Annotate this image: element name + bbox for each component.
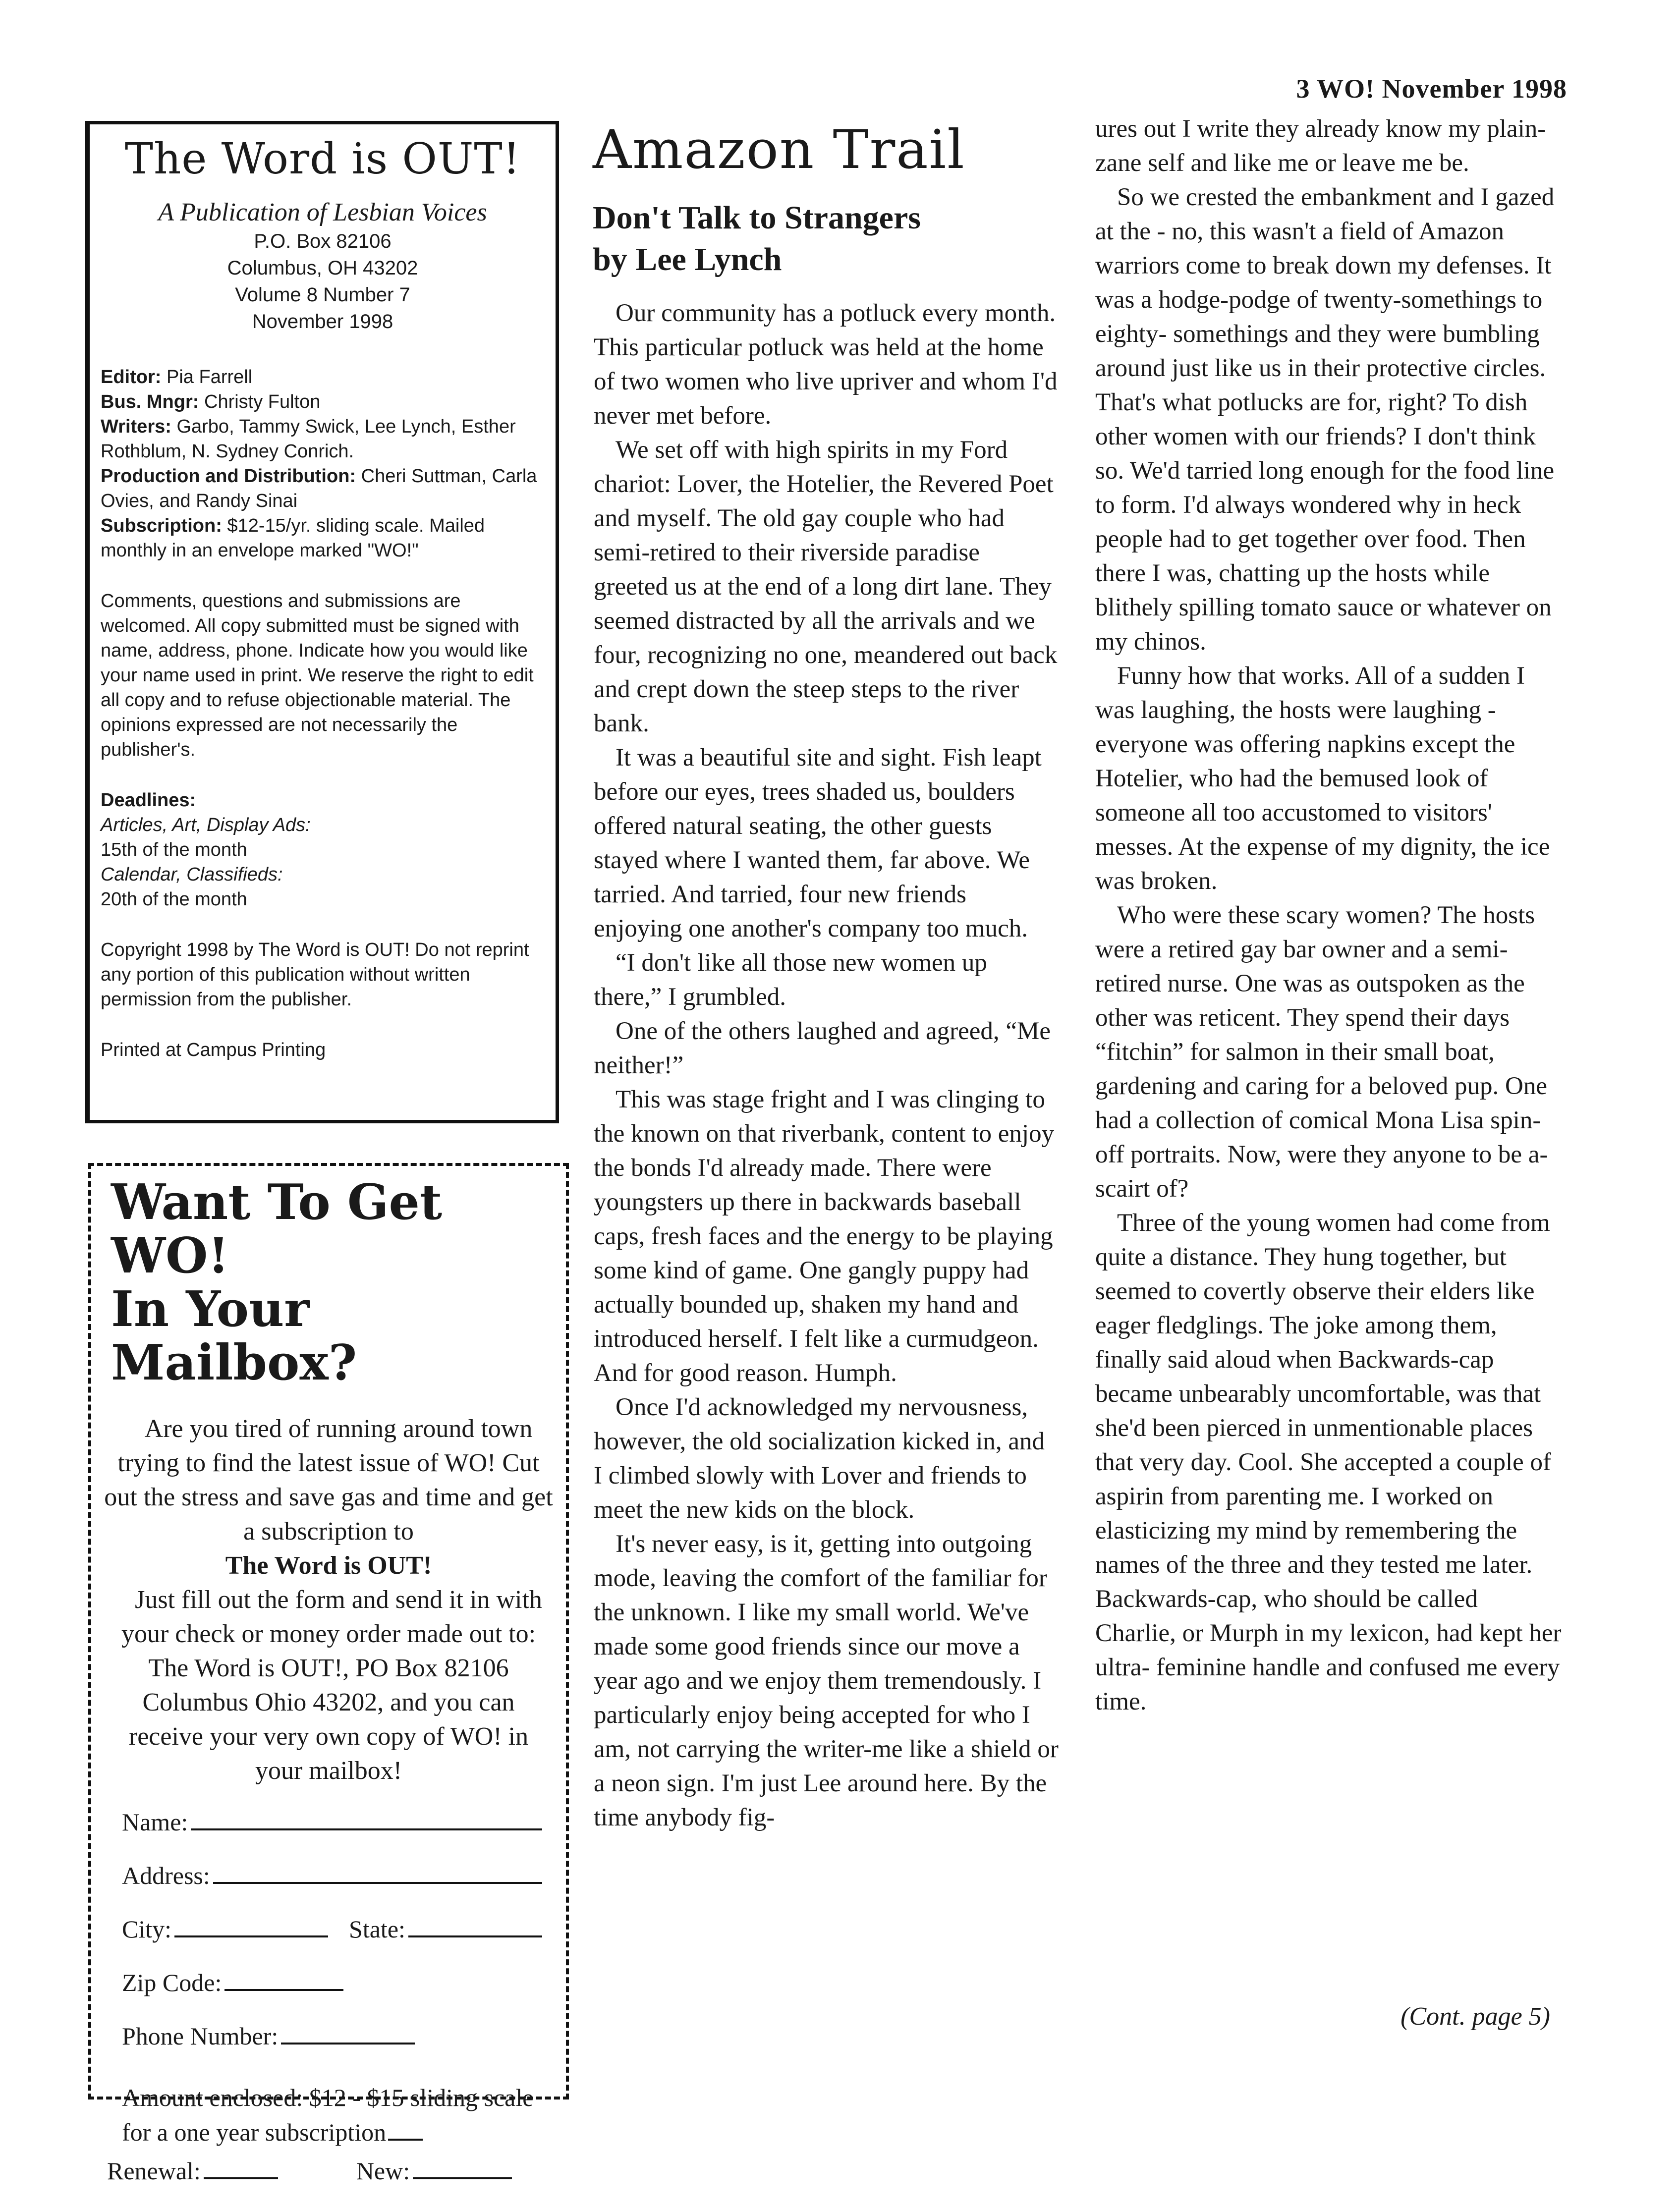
- staff-entry: Production and Distribution: Cheri Suttman, Carla Ovies, and Randy Sinai: [101, 466, 537, 511]
- article-paragraph: Funny how that works. All of a sudden I was laughing, the hosts were laughing - everyone was offering napkins except the Hotelier, who had the bemused look of someone all too accustomed to visitors' messes. At the expense of my dignity, the ice was broken.: [1095, 662, 1550, 895]
- new-field[interactable]: [413, 2177, 512, 2179]
- article-paragraph: Who were these scary women? The hosts were a retired gay bar owner and a semi-retired nurse. One was as outspoken as the other was reticent. They spend their days “fitchin” for salmon in their small boat, gardening and caring for a beloved pup. One had a collection of comical Mona Lisa spin-off portraits. Now, were they anyone to be a-scairt of?: [1095, 901, 1548, 1203]
- article-paragraph: Three of the young women had come from quite a distance. They hung together, but seemed to covertly observe their elders like eager fledglings. The joke among them, finally said aloud when Backwards-cap became unbearably uncomfortable, was that she'd been pierced in unmentionable places that very day. Cool. She accepted a couple of aspirin from parenting me. I worked on elasticizing my mind by remembering the names of the three and they tested me later. Backwards-cap, who should be called Charlie, or Murph in my lexicon, had kept her ultra- feminine handle and confused me every time.: [1095, 1209, 1562, 1715]
- subscription-coupon: [88, 1163, 569, 2185]
- coupon-body: [91, 1412, 566, 1788]
- new-label: New:: [356, 2157, 410, 2185]
- coupon-paragraph: Just fill out the form and send it in with your check or money order made out to: The Word is OUT!, PO Box 82106 Columbus Ohio 43202, and you can receive your very own copy of WO! in your mailbox!: [121, 1586, 542, 1785]
- article-byline: by Lee Lynch: [593, 241, 782, 277]
- renewal-row: [107, 2156, 546, 2210]
- article-paragraph: So we crested the embankment and I gazed at the - no, this wasn't a field of Amazon warriors come to break down my defenses. It was a hodge-podge of twenty-somethings to eighty- somethings and they were bumbling around just like us in their protective circles. That's what potlucks are for, right? To dish other women with our friends? I don't think so. We'd tarried long enough for the food line to form. I'd always wondered why in heck people had to get together over food. Then there I was, chatting up the hosts while blithely spilling tomato sauce or whatever on my chinos.: [1095, 183, 1555, 656]
- article-column-1: [594, 296, 1059, 1835]
- article-subtitle: [593, 197, 921, 280]
- amount-label: Amount enclosed: $12 - $15 sliding scale for a one year subscription: [122, 2084, 534, 2146]
- city-state-row: [122, 1915, 546, 1968]
- amount-field[interactable]: [388, 2139, 423, 2141]
- state-label: State:: [349, 1915, 405, 1943]
- deadline-value: 15th of the month: [101, 839, 247, 860]
- deadlines: [90, 788, 556, 912]
- phone-label: Phone Number:: [122, 2022, 279, 2050]
- continued-note: (Cont. page 5): [1400, 2002, 1550, 2031]
- masthead-address: [90, 228, 556, 335]
- address-line: Volume 8 Number 7: [235, 284, 410, 306]
- city-field[interactable]: [174, 1935, 328, 1937]
- comments-policy: Comments, questions and submissions are welcomed. All copy submitted must be signed with name, address, phone. Indicate how you would like your name used in print. We reserve the right to edit all copy and to refuse objectionable material. The opinions expressed are not necessarily the publisher's.: [101, 591, 534, 760]
- address-line: P.O. Box 82106: [254, 230, 392, 252]
- deadline-label: Calendar, Classifieds:: [101, 864, 283, 885]
- article-paragraph: It's never easy, is it, getting into outgoing mode, leaving the comfort of the familiar for the unknown. I like my small world. We've made some good friends since our move a year ago and we enjoy them tremendously. I particularly enjoy being accepted for who I am, not carrying the writer-me like a shield or a neon sign. I'm just Lee around here. By the time anybody fig-: [594, 1530, 1059, 1831]
- coupon-publication-name: The Word is OUT!: [225, 1551, 432, 1580]
- masthead-subtitle: A Publication of Lesbian Voices: [158, 198, 487, 226]
- page-header: 3 WO! November 1998: [1296, 74, 1567, 104]
- city-label: City:: [122, 1915, 172, 1943]
- address-row: [122, 1861, 546, 1915]
- masthead-box: [85, 121, 559, 1123]
- zip-field[interactable]: [224, 1989, 343, 1991]
- phone-field[interactable]: [281, 2043, 415, 2044]
- copyright-notice: Copyright 1998 by The Word is OUT! Do not reprint any portion of this publication without written permission from the publisher.: [101, 939, 529, 1010]
- article-paragraph: This was stage fright and I was clinging to the known on that riverbank, content to enjoy the bonds I'd already made. There were youngsters up there in backwards baseball caps, fresh faces and the energy to be playing some kind of game. One gangly puppy had actually bounded up, shaken my hand and introduced herself. I felt like a curmudgeon. And for good reason. Humph.: [594, 1086, 1055, 1387]
- article-column-2: [1095, 112, 1564, 1719]
- coupon-paragraph: Are you tired of running around town trying to find the latest issue of WO! Cut out the stress and save gas and time and get a subscription to: [104, 1415, 553, 1546]
- address-line: Columbus, OH 43202: [227, 257, 418, 279]
- staff-entry: Subscription: $12-15/yr. sliding scale. Mailed monthly in an envelope marked "WO!": [101, 515, 485, 561]
- subscription-form: [91, 1808, 566, 2210]
- zip-row: [122, 1968, 546, 2022]
- address-label: Address:: [122, 1862, 210, 1889]
- phone-row: [122, 2022, 546, 2075]
- address-field[interactable]: [213, 1882, 542, 1884]
- address-line: November 1998: [252, 311, 393, 332]
- article-paragraph-continued: ures out I write they already know my plain-zane self and like me or leave me be.: [1095, 115, 1546, 177]
- staff-entry: Writers: Garbo, Tammy Swick, Lee Lynch, Esther Rothblum, N. Sydney Conrich.: [101, 416, 516, 462]
- article-headline: Don't Talk to Strangers: [593, 200, 921, 236]
- article-title: Amazon Trail: [593, 119, 965, 181]
- staff-list: [90, 365, 556, 563]
- article-paragraph: We set off with high spirits in my Ford chariot: Lover, the Hotelier, the Revered Poet and myself. The old gay couple who had semi-retired to their riverside paradise greeted us at the end of a long dirt lane. They seemed distracted by all the arrivals and we four, recognizing no one, meandered out back and crept down the steep steps to the river bank.: [594, 436, 1058, 737]
- amount-row: [122, 2080, 546, 2150]
- state-field[interactable]: [408, 1935, 542, 1937]
- deadline-label: Articles, Art, Display Ads:: [101, 815, 311, 835]
- name-row: [122, 1808, 546, 1861]
- masthead-title: The Word is OUT!: [124, 134, 521, 184]
- deadline-value: 20th of the month: [101, 889, 247, 910]
- staff-entry: Editor: Pia Farrell: [101, 367, 253, 387]
- article-paragraph: One of the others laughed and agreed, “Me neither!”: [594, 1017, 1051, 1079]
- staff-entry: Bus. Mngr: Christy Fulton: [101, 391, 321, 412]
- article-paragraph: Our community has a potluck every month. This particular potluck was held at the home of two women who live upriver and whom I'd never met before.: [594, 299, 1058, 430]
- article-paragraph: Once I'd acknowledged my nervousness, however, the old socialization kicked in, and I climbed slowly with Lover and friends to meet the new kids on the block.: [594, 1393, 1045, 1524]
- article-paragraph: “I don't like all those new women up there,” I grumbled.: [594, 949, 987, 1011]
- name-field[interactable]: [191, 1828, 542, 1830]
- article-paragraph: It was a beautiful site and sight. Fish leapt before our eyes, trees shaded us, boulders offered natural seating, the other guests stayed where I wanted them, far above. We tarried. And tarried, four new friends enjoying one another's company too much.: [594, 744, 1042, 942]
- deadlines-label: Deadlines:: [101, 790, 196, 811]
- name-label: Name:: [122, 1808, 188, 1836]
- coupon-title: Want To Get WO! In Your Mailbox?: [111, 1174, 443, 1391]
- renewal-label: Renewal:: [107, 2157, 201, 2185]
- renewal-field[interactable]: [204, 2177, 278, 2179]
- printer-credit: Printed at Campus Printing: [101, 1040, 326, 1060]
- zip-label: Zip Code:: [122, 1969, 222, 1996]
